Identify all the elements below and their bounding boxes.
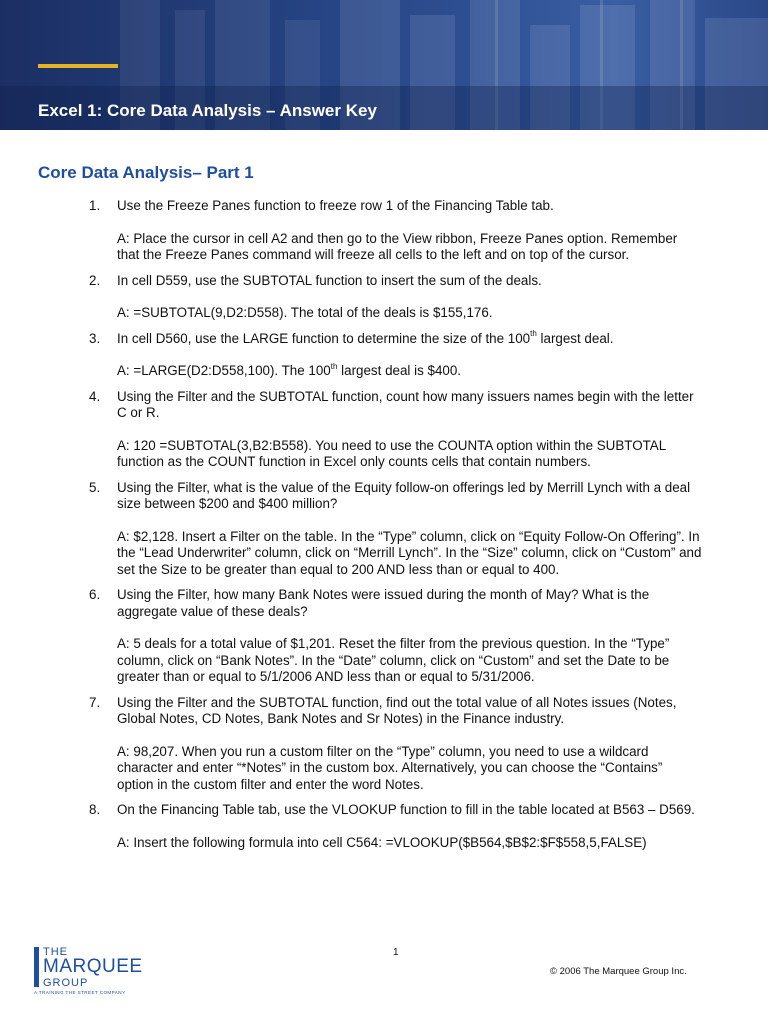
item-number: 3. xyxy=(89,330,101,346)
question-text-part: In cell D560, use the LARGE function to determine the size of the 100 xyxy=(117,330,531,346)
item-number: 1. xyxy=(89,198,101,213)
list-item xyxy=(0,695,768,794)
question-text: Using the Filter and the SUBTOTAL function, count how many issuers names begin with the letter C or R. xyxy=(117,388,694,420)
answer-text-part: A: =LARGE(D2:D558,100). The 100 xyxy=(117,363,331,378)
answer-text xyxy=(117,363,702,380)
question-text: In cell D559, use the SUBTOTAL function to insert the sum of the deals. xyxy=(117,272,542,288)
logo-bar-graphic xyxy=(34,947,39,987)
answer-text: A: 5 deals for a total value of $1,201. Reset the filter from the previous question. In the “Type” column, click on “Bank Notes”. In the “Date” column, click on “Custom” and set the Date to be greater than or equal to 5/1/2006 AND less than or equal to 5/31/2006. xyxy=(117,636,670,684)
list-item xyxy=(0,480,768,579)
list-item xyxy=(0,389,768,471)
ordinal-suffix: th xyxy=(330,361,338,371)
answer-text: A: Place the cursor in cell A2 and then go to the View ribbon, Freeze Panes option. Remember that the Freeze Panes command will freeze all cells to the left and on top of the cursor. xyxy=(117,230,678,262)
question-text-part: largest deal. xyxy=(536,330,614,346)
page-number: 1 xyxy=(393,947,399,958)
list-item xyxy=(0,331,768,380)
copyright-notice: © 2006 The Marquee Group Inc. xyxy=(550,966,687,977)
item-number: 8. xyxy=(89,802,101,817)
logo-tagline: A TRAINING THE STREET COMPANY xyxy=(34,990,126,995)
item-number: 6. xyxy=(89,587,101,602)
answer-text: A: 120 =SUBTOTAL(3,B2:B558). You need to use the COUNTA option within the SUBTOTAL function as the COUNT function in Excel only counts cells that contain numbers. xyxy=(117,437,666,469)
list-item xyxy=(0,587,768,686)
question-text: Using the Filter, how many Bank Notes were issued during the month of May? What is the aggregate value of these deals? xyxy=(117,587,650,619)
accent-bar xyxy=(38,64,118,68)
question-text: Using the Filter and the SUBTOTAL function, find out the total value of all Notes issues (Notes, Global Notes, CD Notes, Bank Notes and Sr Notes) in the Finance industry. xyxy=(117,694,677,726)
section-heading: Core Data Analysis– Part 1 xyxy=(38,163,254,182)
logo-text-marquee: MARQUEE xyxy=(43,956,143,977)
item-number: 7. xyxy=(89,694,101,710)
logo-text-group: GROUP xyxy=(43,977,89,989)
document-title: Excel 1: Core Data Analysis – Answer Key xyxy=(38,101,377,120)
marquee-group-logo xyxy=(34,946,154,998)
item-number: 4. xyxy=(89,388,101,404)
list-item xyxy=(0,802,768,851)
item-number: 5. xyxy=(89,479,101,495)
list-item xyxy=(0,273,768,322)
ordinal-suffix: th xyxy=(530,329,537,339)
answer-text-part: largest deal is $400. xyxy=(337,363,462,378)
item-number: 2. xyxy=(89,272,101,288)
logo-text-the: THE xyxy=(43,946,68,958)
answer-text: A: =SUBTOTAL(9,D2:D558). The total of the deals is $155,176. xyxy=(117,305,493,320)
answer-text: A: 98,207. When you run a custom filter on the “Type” column, you need to use a wildcard character and enter “*Notes” in the custom box. Alternatively, you can choose the “Contains” option in the custom filter and enter the word Notes. xyxy=(117,743,663,792)
question-list xyxy=(0,198,768,860)
answer-text: A: Insert the following formula into cell C564: =VLOOKUP($B564,$B$2:$F$558,5,FALSE) xyxy=(117,834,647,850)
question-text xyxy=(117,331,702,348)
header-banner xyxy=(0,0,768,130)
answer-text: A: $2,128. Insert a Filter on the table. In the “Type” column, click on “Equity Follow-On Offering”. In the “Lead Underwriter” column, click on “Merrill Lynch”. In the “Size” column, click on “Custom” and set the Size to be greater than equal to 200 AND less than or equal to 400. xyxy=(117,528,702,577)
question-text: Use the Freeze Panes function to freeze row 1 of the Financing Table tab. xyxy=(117,198,554,213)
question-text: On the Financing Table tab, use the VLOOKUP function to fill in the table located at B563 – D569. xyxy=(117,802,695,817)
question-text: Using the Filter, what is the value of the Equity follow-on offerings led by Merrill Lynch with a deal size between $200 and $400 million? xyxy=(117,479,691,511)
list-item xyxy=(0,198,768,264)
